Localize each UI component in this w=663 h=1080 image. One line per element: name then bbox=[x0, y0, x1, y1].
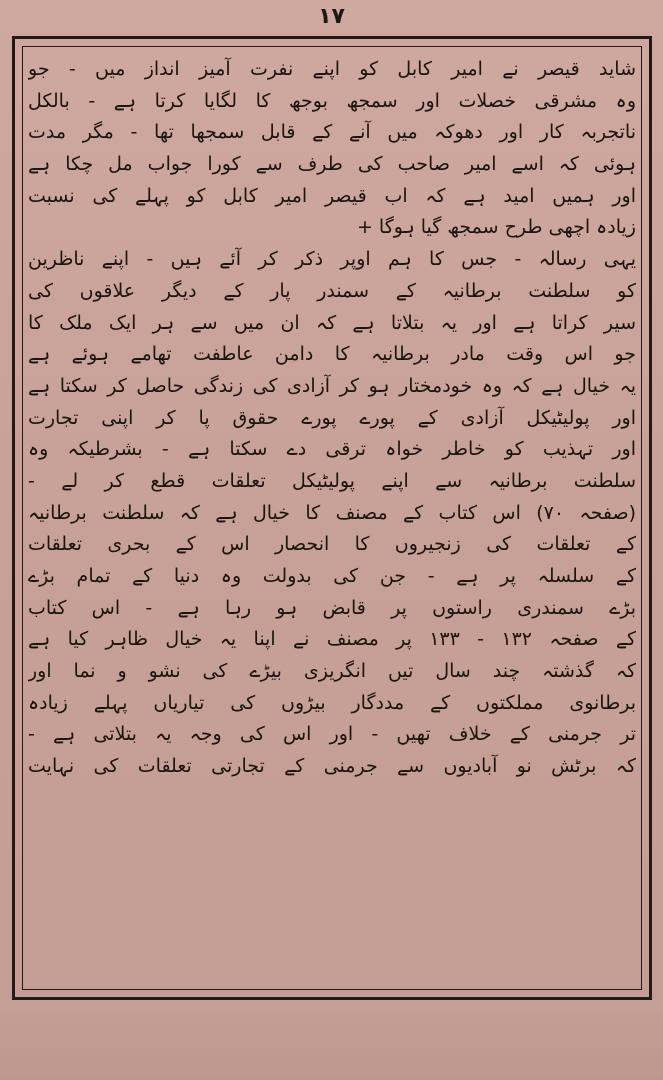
text-line: بڑے سمندری راستوں پر قابض ہو رہا ہے - اس کتاب bbox=[28, 596, 636, 619]
text-line: اور پولیٹیکل آزادی کے پورے پورے حقوق پا کر اپنی تجارت bbox=[28, 406, 636, 429]
text-line: کہ برٹش نو آبادیوں سے جرمنی کے تجارتی تعلقات کی نہایت bbox=[28, 755, 636, 778]
text-line: وہ مشرقی خصلات اور سمجھ بوجھ کا لگایا کرتا ہے - بالکل bbox=[28, 89, 636, 112]
text-line: ہوئی کہ اسے امیر صاحب کی طرف سے کورا جواب مل چکا ہے bbox=[28, 153, 636, 176]
text-line: کو سلطنت برطانیہ کے سمندر پار کے دیگر علاقوں کی bbox=[28, 279, 636, 302]
text-line: زیادہ اچھی طرح سمجھ گیا ہوگا + bbox=[356, 216, 636, 239]
text-line: سیر کراتا ہے اور یہ بتلاتا ہے کہ ان میں سے ہر ایک ملک کا bbox=[28, 311, 636, 334]
page-bottom-margin bbox=[0, 1000, 663, 1080]
text-line: اور تہذیب کو خاطر خواہ ترقی دے سکتا ہے - بشرطیکہ وہ bbox=[28, 438, 636, 461]
urdu-text-block bbox=[28, 54, 636, 984]
page-number: ۱۷ bbox=[318, 4, 345, 29]
text-line: برطانوی مملکتوں کے مددگار بیڑوں کی تیاریاں پہلے زیادہ bbox=[28, 691, 636, 714]
text-line: شاید قیصر نے امیر کابل کو اپنے نفرت آمیز انداز میں - جو bbox=[28, 58, 636, 80]
text-line: یہ خیال ہے کہ وہ خودمختار ہو کر آزادی کی زندگی حاصل کر سکتا ہے bbox=[28, 374, 636, 397]
text-line: کے سلسلہ پر ہے - جن کی بدولت وہ دنیا کے تمام بڑے bbox=[28, 565, 636, 587]
text-line: سلطنت برطانیہ سے اپنے پولیٹیکل تعلقات قطع کر لے - bbox=[28, 469, 636, 492]
text-line: کے صفحہ ۱۳۲ - ۱۳۳ پر مصنف نے اپنا یہ خیال ظاہر کیا ہے bbox=[28, 628, 636, 651]
text-line: (صفحہ ۷۰) اس کتاب کے مصنف کا خیال ہے کہ سلطنت برطانیہ bbox=[28, 501, 636, 524]
text-line: ناتجربہ کار اور دھوکہ میں آنے کے قابل سمجھا تھا - مگر مدت bbox=[28, 121, 636, 144]
text-line: یہی رسالہ - جس کا ہم اوپر ذکر کر آئے ہیں - اپنے ناظرین bbox=[28, 248, 636, 271]
text-line: کے تعلقات کی زنجیروں کا انحصار اس کے بحری تعلقات bbox=[28, 533, 636, 556]
text-line: تر جرمنی کے خلاف تھیں - اور اس کی وجہ یہ بتلاتی ہے - bbox=[28, 723, 636, 746]
text-line: اور ہمیں امید ہے کہ اب قیصر امیر کابل کو پہلے کی نسبت bbox=[28, 184, 636, 207]
text-line: جو اس وقت مادر برطانیہ کا دامن عاطفت تھامے ہوئے ہے bbox=[28, 343, 636, 366]
text-line: کہ گذشتہ چند سال تیں انگریزی بیڑے کی نشو و نما اور bbox=[28, 660, 636, 683]
